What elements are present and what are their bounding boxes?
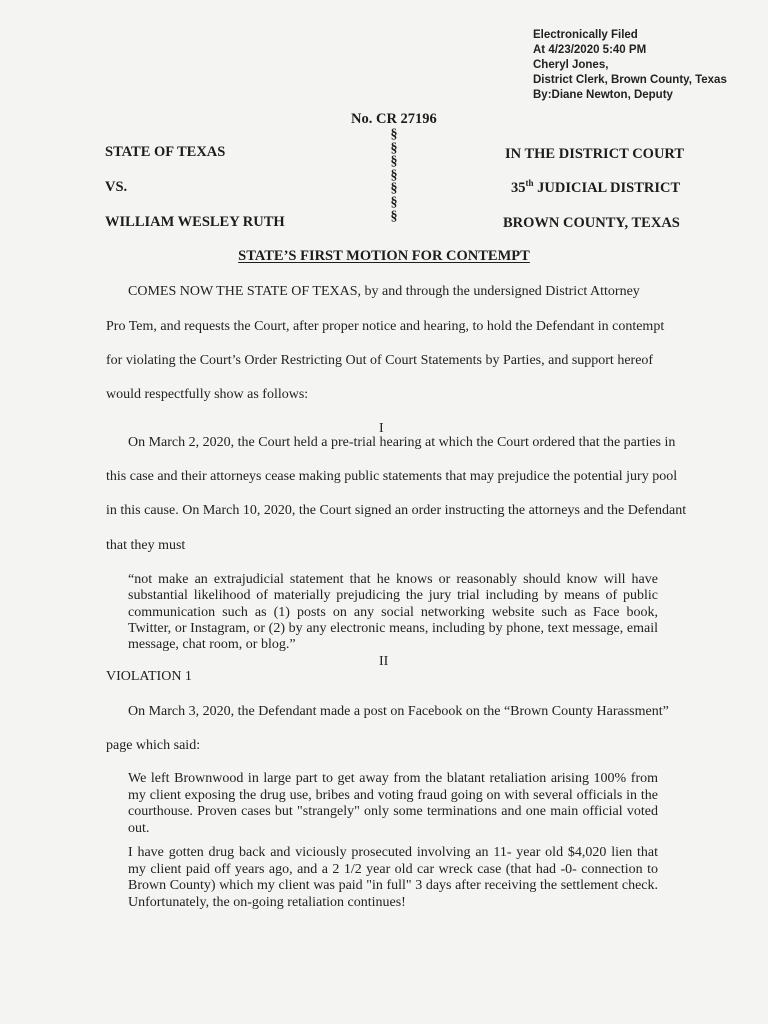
section1-line: in this cause. On March 10, 2020, the Court signed an order instructing the attorneys and the Defendant (106, 503, 687, 518)
section-mark: § (390, 208, 398, 224)
district-label: JUDICIAL DISTRICT (533, 180, 681, 196)
stamp-line: Cheryl Jones, (533, 59, 609, 71)
section-numeral-2: II (379, 654, 389, 669)
section-mark: § (390, 154, 398, 170)
filing-stamp (533, 28, 727, 103)
caption-defendant: WILLIAM WESLEY RUTH (105, 214, 285, 230)
section-numeral-1: I (379, 421, 384, 436)
caption-district (511, 180, 680, 197)
case-number: No. CR 27196 (351, 111, 437, 127)
section-mark: § (390, 194, 398, 210)
intro-line: would respectfully show as follows: (106, 387, 309, 402)
court-order-quote: “not make an extrajudicial statement that he knows or reasonably should know will have substantial likelihood of materially prejudicing the jury trial including by means of public communication such as (1) posts on any social networking website such as Face book, Twitter, or Instagram, or (2) by any electronic means, including by phone, text message, email message, chat room, or blog.” (128, 572, 658, 653)
stamp-line: Electronically Filed (533, 29, 638, 41)
stamp-line: District Clerk, Brown County, Texas (533, 74, 727, 86)
intro-line: for violating the Court’s Order Restricting Out of Court Statements by Parties, and support hereof (106, 353, 654, 368)
intro-line: COMES NOW THE STATE OF TEXAS, by and through the undersigned District Attorney (128, 284, 640, 299)
section-mark: § (390, 140, 398, 156)
section2-line: On March 3, 2020, the Defendant made a post on Facebook on the “Brown County Harassment” (128, 704, 669, 719)
caption-plaintiff: STATE OF TEXAS (105, 144, 226, 160)
section-mark: § (390, 181, 398, 197)
section2-line: page which said: (106, 738, 201, 753)
document-title-text: STATE’S FIRST MOTION FOR CONTEMPT (238, 248, 530, 264)
section1-line: On March 2, 2020, the Court held a pre-trial hearing at which the Court ordered that the parties in (128, 435, 676, 450)
violation-heading: VIOLATION 1 (106, 669, 192, 684)
section-mark-column (386, 128, 402, 223)
section1-line: that they must (106, 538, 186, 553)
stamp-line: By:Diane Newton, Deputy (533, 89, 673, 101)
intro-line: Pro Tem, and requests the Court, after proper notice and hearing, to hold the Defendant in contempt (106, 319, 665, 334)
section-mark: § (390, 127, 398, 142)
caption-versus: VS. (105, 179, 128, 195)
facebook-post-paragraph: We left Brownwood in large part to get away from the blatant retaliation arising 100% from my client exposing the drug use, bribes and voting fraud going on with several officials in the courthouse. Proven cases but "strangely" only some terminations and one main official voted out. (128, 771, 658, 836)
stamp-line: At 4/23/2020 5:40 PM (533, 44, 647, 56)
facebook-post-quote (128, 771, 658, 919)
facebook-post-paragraph: I have gotten drug back and viciously prosecuted involving an 11- year old $4,020 lien that my client paid off years ago, and a 2 1/2 year old car wreck case (that had -0- connection to Brown County) which my client was paid "in full" 3 days after receiving the settlement check. Unfortunately, the on-going retaliation continues! (128, 845, 658, 910)
section-mark: § (390, 167, 398, 183)
document-title (0, 248, 768, 265)
caption-court: IN THE DISTRICT COURT (505, 146, 685, 162)
district-number: 35 (511, 180, 526, 196)
section1-line: this case and their attorneys cease making public statements that may prejudice the potential jury pool (106, 469, 678, 484)
caption-county: BROWN COUNTY, TEXAS (503, 215, 680, 231)
district-ordinal-suffix: th (525, 178, 534, 189)
